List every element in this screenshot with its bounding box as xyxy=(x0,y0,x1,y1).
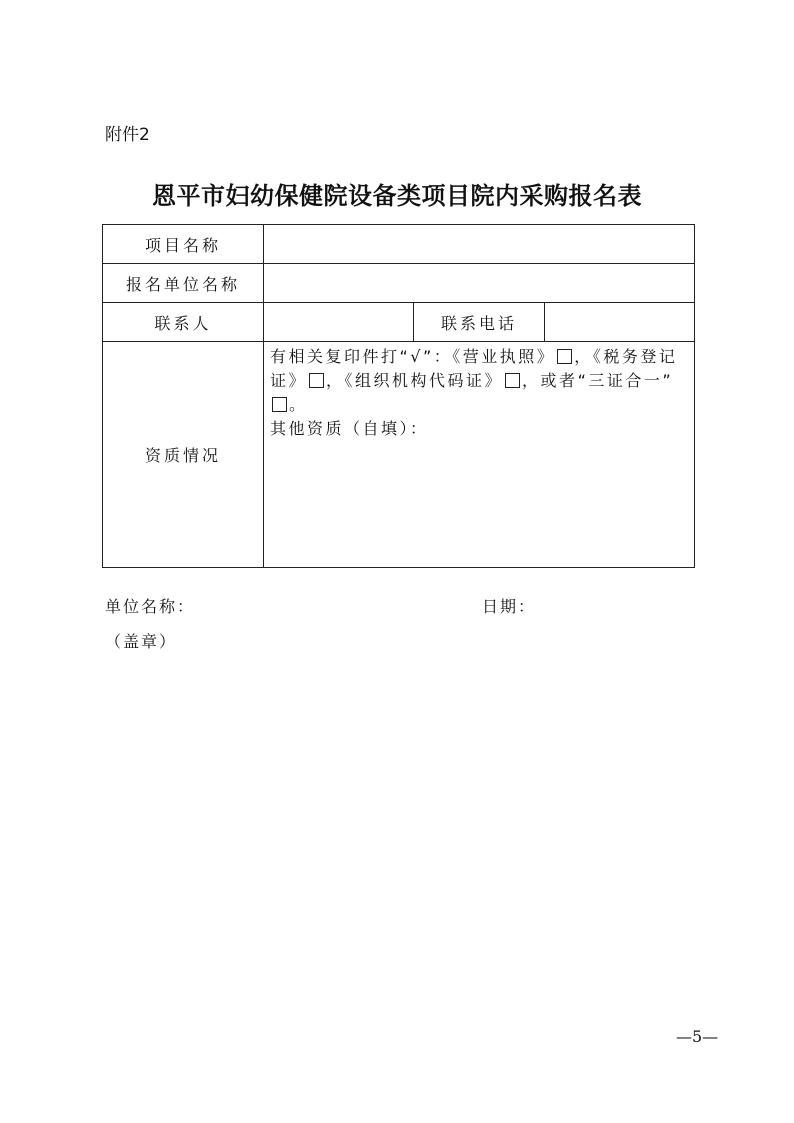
checkbox-three-in-one[interactable] xyxy=(272,397,287,412)
unit-name-label: 报名单位名称 xyxy=(103,264,264,303)
registration-table xyxy=(102,224,695,568)
doc-business-license: 《营业执照》 xyxy=(452,347,556,366)
contact-label: 联系人 xyxy=(103,303,264,342)
checkbox-business-license[interactable] xyxy=(557,349,572,364)
phone-label: 联系电话 xyxy=(414,303,545,342)
separator-1: ， xyxy=(574,347,593,366)
separator-2: ， xyxy=(326,371,345,390)
other-qualification-label: 其他资质（自填）： xyxy=(270,419,429,438)
unit-name-field[interactable] xyxy=(264,264,695,303)
qualification-field[interactable] xyxy=(264,342,695,568)
attachment-label: 附件2 xyxy=(105,125,150,145)
checkbox-org-code[interactable] xyxy=(505,373,520,388)
doc-org-code: 《组织机构代码证》 xyxy=(344,371,504,390)
phone-field[interactable] xyxy=(545,303,695,342)
footer-date-label: 日期： xyxy=(482,597,537,616)
qualification-end: 。 xyxy=(289,395,308,414)
doc-three-in-one: “三证合一” xyxy=(577,371,674,390)
project-name-label: 项目名称 xyxy=(103,225,264,264)
separator-3: ，或者 xyxy=(522,371,578,390)
doc-tax-registration: 《税务登记证》 xyxy=(270,347,678,390)
footer-unit-name-label: 单位名称： xyxy=(105,597,196,616)
qualification-label: 资质情况 xyxy=(103,342,264,568)
seal-label: （盖章） xyxy=(105,632,178,651)
page-number: —5— xyxy=(676,1027,719,1046)
checkbox-tax-registration[interactable] xyxy=(309,373,324,388)
contact-field[interactable] xyxy=(264,303,414,342)
qualification-intro: 有相关复印件打“√”： xyxy=(270,347,453,366)
form-title: 恩平市妇幼保健院设备类项目院内采购报名表 xyxy=(152,182,642,210)
project-name-field[interactable] xyxy=(264,225,695,264)
